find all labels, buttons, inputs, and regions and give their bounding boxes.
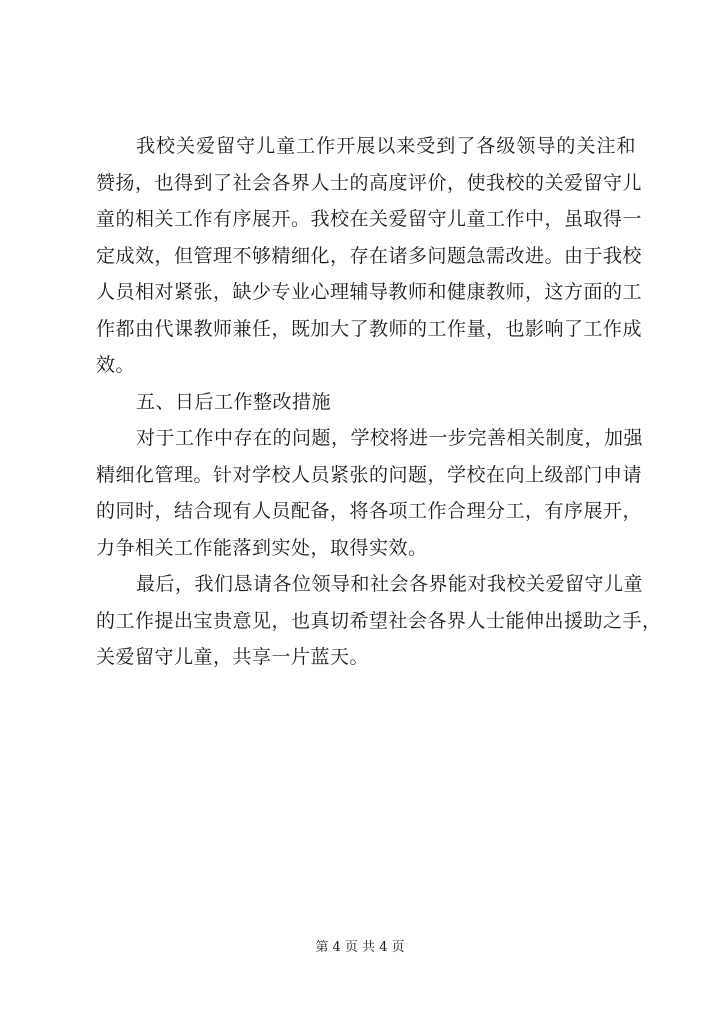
text-line: 人员相对紧张，缺少专业心理辅导教师和健康教师，这方面的工 xyxy=(96,281,643,303)
text-line: 效。 xyxy=(96,354,136,376)
text-line: 我校关爱留守儿童工作开展以来受到了各级领导的关注和 xyxy=(136,135,636,157)
paragraph-3 xyxy=(96,566,662,676)
text-line: 最后，我们恳请各位领导和社会各界能对我校关爱留守儿童 xyxy=(136,573,644,595)
text-line: 童的相关工作有序展开。我校在关爱留守儿童工作中，虽取得一 xyxy=(96,208,643,230)
paragraph-1 xyxy=(96,128,643,384)
paragraph-2 xyxy=(96,420,644,566)
text-line: 力争相关工作能落到实处，取得实效。 xyxy=(96,536,428,559)
text-line: 的同时，结合现有人员配备，将各项工作合理分工，有序展开， xyxy=(96,500,643,522)
section-heading: 五、日后工作整改措施 xyxy=(136,390,332,413)
text-line: 的工作提出宝贵意见，也真切希望社会各界人士能伸出援助之手， xyxy=(96,609,662,632)
text-line: 精细化管理。针对学校人员紧张的问题，学校在向上级部门申请 xyxy=(96,463,643,486)
text-line: 关爱留守儿童，共享一片蓝天。 xyxy=(96,646,370,668)
text-line: 对于工作中存在的问题，学校将进一步完善相关制度，加强 xyxy=(136,427,644,449)
page-number-footer: 第 4 页 共 4 页 xyxy=(315,940,405,955)
text-line: 定成效，但管理不够精细化，存在诸多问题急需改进。由于我校 xyxy=(96,244,643,267)
document-body xyxy=(96,128,662,676)
text-line: 赞扬，也得到了社会各界人士的高度评价，使我校的关爱留守儿 xyxy=(96,171,643,194)
text-line: 作都由代课教师兼任，既加大了教师的工作量，也影响了工作成 xyxy=(96,317,643,340)
